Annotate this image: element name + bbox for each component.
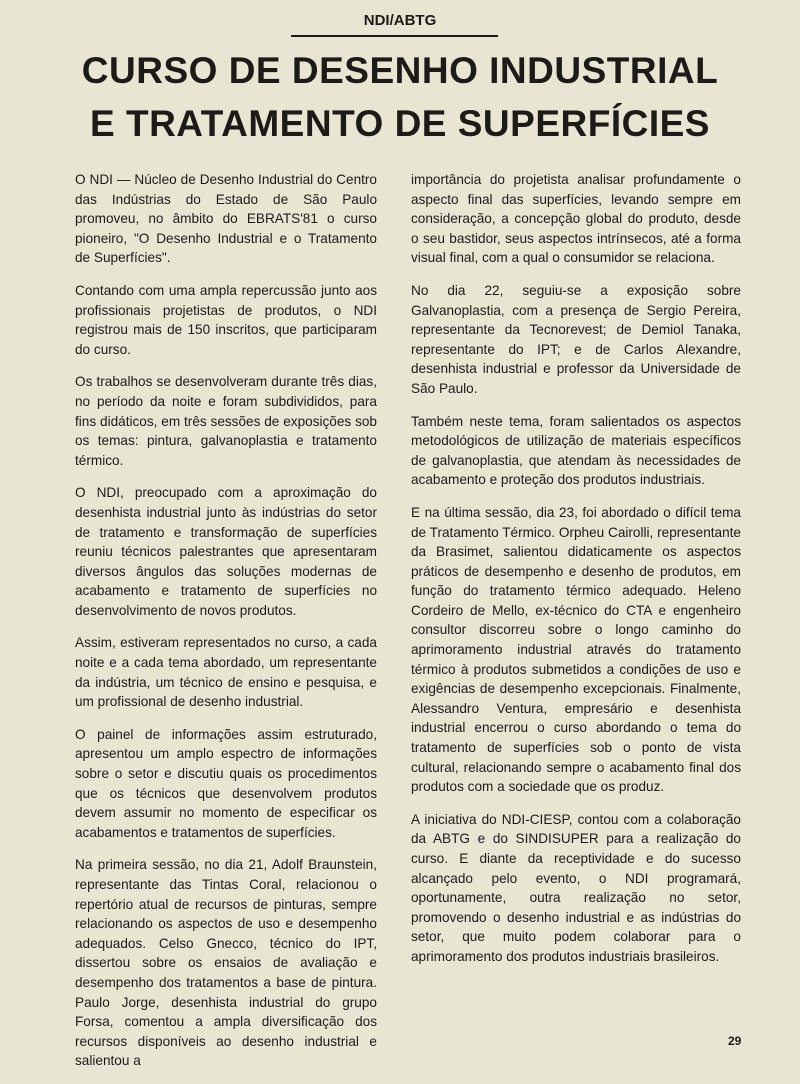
page-title (0, 44, 800, 150)
paragraph: Contando com uma ampla repercussão junto aos profissionais projetistas de produtos, o NDI registrou mais de 150 inscritos, que participaram do curso. (75, 282, 377, 357)
paragraph: No dia 22, seguiu-se a exposição sobre Galvanoplastia, com a presença de Sergio Pereira, representante da Tecnorevest; de Demiol Tanaka, representante do IPT; e de Carlos Alexandre, desenhista industrial e professor da Universidade de São Paulo. (411, 282, 741, 396)
paragraph: O NDI, preocupado com a aproximação do desenhista industrial junto às indústrias do setor de tratamento e transformação de superfícies reuniu técnicos palestrantes que apresentaram diversos ângulos das soluções modernas de acabamento e tratamento de superfícies no desenvolvimento de novos produtos. (75, 485, 377, 618)
paragraph: Os trabalhos se desenvolveram durante três dias, no período da noite e foram subdivididos, para fins didáticos, em três sessões de exposições sob os temas: pintura, galvanoplastia e tratamento térmico. (75, 374, 377, 468)
paragraph: Assim, estiveram representados no curso, a cada noite e a cada tema abordado, um representante da indústria, um técnico de ensino e pesquisa, e um profissional de desenho industrial. (75, 635, 377, 710)
header-rule (291, 35, 498, 37)
paragraph: O NDI — Núcleo de Desenho Industrial do Centro das Indústrias do Estado de São Paulo promoveu, no âmbito do EBRATS'81 o curso pioneiro, "O Desenho Industrial e o Tratamento de Superfícies". (75, 172, 377, 266)
section-label: NDI/ABTG (363, 12, 437, 29)
right-column (411, 170, 741, 980)
paragraph: Na primeira sessão, no dia 21, Adolf Braunstein, representante das Tintas Coral, relacionou o repertório atual de recursos de pinturas, sempre relacionando os aspectos de uso e desempenho adequados. Celso Gnecco, técnico do IPT, dissertou sobre os ensaios de avaliação e desempenho dos tratamentos a base de pintura. Paulo Jorge, desenhista industrial do grupo Forsa, comentou a ampla diversificação dos recursos disponíveis ao desenho industrial e salientou a (75, 857, 377, 1069)
title-line-2: E TRATAMENTO DE SUPERFÍCIES (90, 103, 710, 144)
paragraph: O painel de informações assim estruturado, apresentou um amplo espectro de informações sobre o setor e discutiu quais os procedimentos que os técnicos que desenvolvem produtos devem assumir no momento de especificar os acabamentos e tratamentos de superfícies. (75, 726, 377, 840)
paragraph: importância do projetista analisar profundamente o aspecto final das superfícies, levando sempre em consideração, a concepção global do produto, desde o seu bastidor, seus aspectos intrínsecos, até a forma visual final, com a qual o consumidor se relaciona. (411, 172, 741, 266)
paragraph: E na última sessão, dia 23, foi abordado o difícil tema de Tratamento Térmico. Orpheu Cairolli, representante da Brasimet, salientou didaticamente os aspectos práticos de desempenho e desenho de produtos, em função do tratamento térmico adequado. Heleno Cordeiro de Mello, ex-técnico do CTA e engenheiro consultor discorreu sobre o longo caminho do aprimoramento industrial através do tratamento térmico à produtos submetidos a condições de uso e exigências de desempenho excepcionais. Finalmente, Alessandro Ventura, empresário e desenhista industrial encerrou o curso abordando o tema do tratamento de superfícies sob o ponto de vista cultural, relacionando sempre o acabamento final dos produtos com a sociedade que os produz. (411, 504, 741, 795)
paragraph: A iniciativa do NDI-CIESP, contou com a colaboração da ABTG e do SINDISUPER para a realização do curso. E diante da receptividade e do sucesso alcançado pelo evento, o NDI programará, oportunamente, outra realização no setor, promovendo o desenho industrial e as indústrias do setor, que muito podem colaborar para o aprimoramento dos produtos industriais brasileiros. (411, 811, 741, 964)
paragraph: Também neste tema, foram salientados os aspectos metodológicos de utilização de materiais específicos de galvanoplastia, que atendam às necessidades de acabamento e proteção dos produtos industriais. (411, 413, 741, 488)
title-line-1: CURSO DE DESENHO INDUSTRIAL (81, 50, 719, 91)
page-number: 29 (728, 1034, 742, 1048)
left-column (75, 170, 377, 1084)
